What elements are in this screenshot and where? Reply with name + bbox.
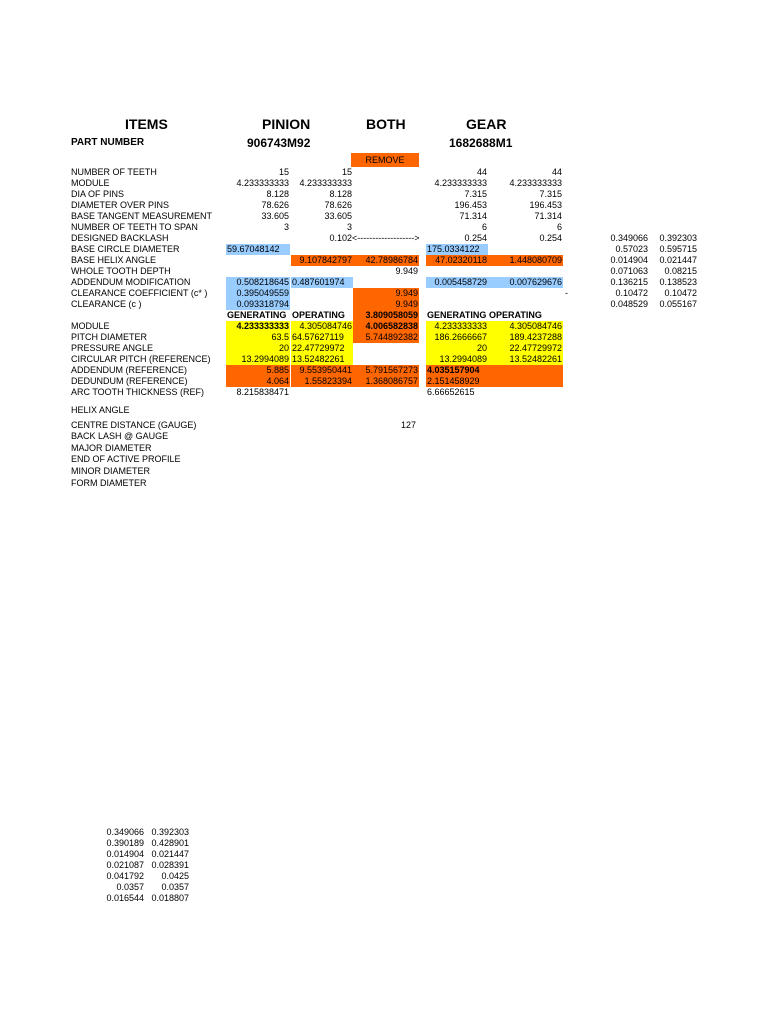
cell-g1: 4.035157904 — [426, 365, 488, 376]
cell-g2: 196.453 — [529, 200, 562, 210]
bottom-value: 0.018807 — [151, 893, 189, 903]
row-label: CLEARANCE COEFFICIENT (c* ) — [71, 288, 208, 298]
cell-b: 1.368086757 — [353, 376, 419, 387]
cell-p2: 22.47729972 — [291, 343, 353, 354]
bottom-value: 0.0357 — [116, 882, 144, 892]
extra-row-label: CENTRE DISTANCE (GAUGE) — [71, 420, 197, 430]
cell-g2: 7.315 — [539, 189, 562, 199]
row-label: BASE HELIX ANGLE — [71, 255, 157, 265]
cell-g2: 22.47729972 — [488, 343, 563, 354]
cell-g1: 4.233333333 — [426, 321, 488, 332]
cell-p1: 13.2994089 — [226, 354, 290, 365]
cell-g1: 44 — [476, 167, 487, 177]
side-value: 0.10472 — [664, 288, 697, 298]
cell-g2 — [488, 365, 563, 376]
cell-b: 42.78986784 — [353, 255, 419, 266]
bottom-value: 0.014904 — [106, 849, 144, 859]
cell-g2: 0.254 — [539, 233, 562, 243]
side-value: 0.595715 — [659, 244, 697, 254]
bottom-value: 0.0425 — [161, 871, 189, 881]
cell-p1: 4.233333333 — [236, 178, 289, 188]
cell-g2: 189.4237288 — [488, 332, 563, 343]
cell-p1: 4.233333333 — [226, 321, 290, 332]
row-label: DIA OF PINS — [71, 189, 125, 199]
cell-g2: 4.305084746 — [488, 321, 563, 332]
side-value: 0.392303 — [659, 233, 697, 243]
side-value: 0.021447 — [659, 255, 697, 265]
cell-p2: 1.55823394 — [291, 376, 353, 387]
cell-p2: 8.128 — [329, 189, 352, 199]
cell-g2: 44 — [551, 167, 562, 177]
cell-p1: 4.064 — [226, 376, 290, 387]
cell-g1: GENERATING — [427, 310, 487, 320]
row-label: CIRCULAR PITCH (REFERENCE) — [71, 354, 211, 364]
cell-arrow: <-------------------> — [352, 233, 420, 243]
cell-g2: 0.007629676 — [488, 277, 563, 288]
side-value: 0.055167 — [659, 299, 697, 309]
pinion-part-number: 906743M92 — [247, 136, 311, 150]
bottom-value: 0.390189 — [106, 838, 144, 848]
cell-p2: 9.553950441 — [291, 365, 353, 376]
cell-p1: 5.885 — [226, 365, 290, 376]
bottom-value: 0.0357 — [161, 882, 189, 892]
row-label: DESIGNED BACKLASH — [71, 233, 169, 243]
cell-p2: 0.102 — [329, 233, 352, 243]
cell-p1: 20 — [226, 343, 290, 354]
cell-p2: 13.52482261 — [291, 354, 353, 365]
extra-row-label: BACK LASH @ GAUGE — [71, 431, 169, 441]
cell-g2: 71.314 — [534, 211, 562, 221]
cell-g1: 2.151458929 — [426, 376, 488, 387]
row-label: ADDENDUM MODIFICATION — [71, 277, 191, 287]
cell-p1: 0.093318794 — [226, 299, 290, 310]
gear-column-header: GEAR — [466, 116, 507, 132]
cell-g1: 20 — [426, 343, 488, 354]
extra-row-label: HELIX ANGLE — [71, 405, 130, 415]
cell-g1: 0.254 — [464, 233, 487, 243]
centre-distance-value: 127 — [401, 420, 417, 430]
cell-b: 4.006582838 — [353, 321, 419, 332]
cell-b: 9.949 — [395, 266, 418, 276]
cell-p2: 15 — [341, 167, 352, 177]
row-label: MODULE — [71, 178, 110, 188]
row-label: CLEARANCE (c ) — [71, 299, 142, 309]
row-label: PITCH DIAMETER — [71, 332, 148, 342]
cell-g2: OPERATING — [489, 310, 542, 320]
cell-g1: 4.233333333 — [434, 178, 487, 188]
cell-g1: 6 — [481, 222, 487, 232]
side-dash: - — [565, 288, 568, 298]
cell-g1: 13.2994089 — [426, 354, 488, 365]
cell-g2 — [488, 376, 563, 387]
cell-p2: 78.626 — [324, 200, 352, 210]
cell-g2: 1.448080709 — [488, 255, 563, 266]
cell-g1: 175.0334122 — [426, 244, 488, 255]
bottom-value: 0.041792 — [106, 871, 144, 881]
cell-g2: 6 — [556, 222, 562, 232]
cell-g1: 186.2666667 — [426, 332, 488, 343]
cell-p1: 0.395049559 — [226, 288, 290, 299]
bottom-value: 0.428901 — [151, 838, 189, 848]
both-column-header: BOTH — [366, 116, 406, 132]
cell-p1: 8.128 — [266, 189, 289, 199]
cell-b: 9.949 — [353, 299, 419, 310]
row-label: ADDENDUM (REFERENCE) — [71, 365, 188, 375]
side-value: 0.014904 — [610, 255, 648, 265]
side-value: 0.08215 — [664, 266, 697, 276]
cell-p1: 3 — [283, 222, 289, 232]
cell-g2: 4.233333333 — [509, 178, 562, 188]
cell-b: 5.791567273 — [353, 365, 419, 376]
cell-p1: 59.67048142 — [226, 244, 290, 255]
row-label: WHOLE TOOTH DEPTH — [71, 266, 171, 276]
cell-p1: 8.215838471 — [236, 387, 289, 397]
cell-p2: 9.107842797 — [291, 255, 353, 266]
row-label: DEDUNDUM (REFERENCE) — [71, 376, 188, 386]
bottom-value: 0.021087 — [106, 860, 144, 870]
remove-cell: REMOVE — [351, 153, 419, 167]
pinion-column-header: PINION — [262, 116, 311, 132]
row-label: PRESSURE ANGLE — [71, 343, 154, 353]
side-value: 0.138523 — [659, 277, 697, 287]
row-label: NUMBER OF TEETH — [71, 167, 157, 177]
row-label: MODULE — [71, 321, 110, 331]
side-value: 0.071063 — [610, 266, 648, 276]
side-value: 0.136215 — [610, 277, 648, 287]
side-value: 0.57023 — [615, 244, 648, 254]
cell-p1: 15 — [278, 167, 289, 177]
items-column-header: ITEMS — [125, 116, 168, 132]
cell-g2: 13.52482261 — [488, 354, 563, 365]
cell-g1: 196.453 — [454, 200, 487, 210]
cell-b: 3.809058059 — [353, 310, 419, 321]
cell-p1: 33.605 — [261, 211, 289, 221]
side-value: 0.10472 — [615, 288, 648, 298]
cell-g1: 6.66652615 — [427, 387, 475, 397]
cell-g1: 0.005458729 — [426, 277, 488, 288]
bottom-value: 0.021447 — [151, 849, 189, 859]
cell-p1: 78.626 — [261, 200, 289, 210]
cell-p2: 3 — [346, 222, 352, 232]
row-label: NUMBER OF TEETH TO SPAN — [71, 222, 198, 232]
cell-b: 9.949 — [353, 288, 419, 299]
cell-p2: 4.233333333 — [299, 178, 352, 188]
cell-g1: 7.315 — [464, 189, 487, 199]
cell-p2: 64.57627119 — [291, 332, 353, 343]
extra-row-label: MINOR DIAMETER — [71, 466, 151, 476]
cell-p2: OPERATING — [292, 310, 345, 320]
extra-row-label: MAJOR DIAMETER — [71, 443, 152, 453]
extra-row-label: FORM DIAMETER — [71, 478, 147, 488]
cell-b: 5.744892382 — [353, 332, 419, 343]
cell-p1: GENERATING — [227, 310, 287, 320]
bottom-value: 0.016544 — [106, 893, 144, 903]
row-label: ARC TOOTH THICKNESS (REF) — [71, 387, 205, 397]
side-value: 0.048529 — [610, 299, 648, 309]
bottom-value: 0.349066 — [106, 827, 144, 837]
cell-p2: 33.605 — [324, 211, 352, 221]
part-number-label: PART NUMBER — [71, 137, 145, 148]
cell-p1: 0.508218645 — [226, 277, 290, 288]
extra-row-label: END OF ACTIVE PROFILE — [71, 454, 181, 464]
cell-p2: 0.487601974 — [291, 277, 353, 288]
bottom-value: 0.028391 — [151, 860, 189, 870]
cell-p1: 63.5 — [226, 332, 290, 343]
row-label: DIAMETER OVER PINS — [71, 200, 170, 210]
gear-part-number: 1682688M1 — [449, 136, 513, 150]
bottom-value: 0.392303 — [151, 827, 189, 837]
row-label: BASE TANGENT MEASUREMENT — [71, 211, 213, 221]
cell-g1: 47.02320118 — [426, 255, 488, 266]
cell-p2: 4.305084746 — [291, 321, 353, 332]
cell-g1: 71.314 — [459, 211, 487, 221]
side-value: 0.349066 — [610, 233, 648, 243]
row-label: BASE CIRCLE DIAMETER — [71, 244, 180, 254]
